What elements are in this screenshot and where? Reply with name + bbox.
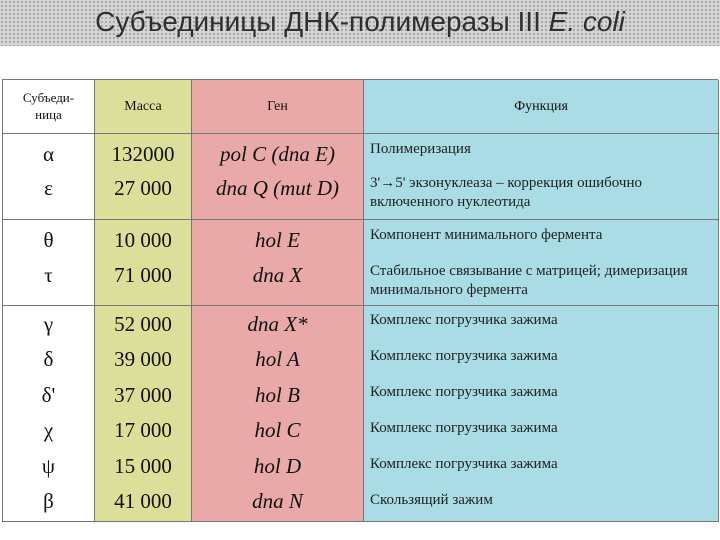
gene-beta: dna N bbox=[252, 489, 303, 513]
subunits-table bbox=[2, 79, 718, 522]
gene-delta-prime: hol B bbox=[255, 383, 300, 407]
function-beta: Скользящий зажим bbox=[370, 492, 493, 508]
header-subunit-line1: Субъеди- bbox=[22, 90, 75, 106]
mass-delta-prime: 37 000 bbox=[114, 383, 172, 407]
group3-masses bbox=[95, 306, 192, 522]
title-bar bbox=[0, 0, 720, 46]
header-subunit-line2: ница bbox=[35, 106, 62, 122]
mass-theta: 10 000 bbox=[114, 228, 172, 252]
gene-alpha: pol C (dna E) bbox=[220, 142, 335, 166]
subunit-alpha: α bbox=[42, 142, 54, 166]
mass-chi: 17 000 bbox=[114, 418, 172, 442]
group1-genes bbox=[192, 134, 364, 220]
subunit-psi: ψ bbox=[41, 454, 56, 478]
title-organism: E. coli bbox=[548, 6, 625, 37]
header-gene: Ген bbox=[192, 80, 364, 134]
subunit-theta: θ bbox=[43, 228, 54, 252]
mass-delta: 39 000 bbox=[114, 347, 172, 371]
subunit-delta-prime: δ' bbox=[41, 383, 56, 407]
subunit-gamma: γ bbox=[43, 312, 54, 336]
function-chi: Комплекс погрузчика зажима bbox=[370, 420, 558, 436]
mass-psi: 15 000 bbox=[114, 454, 172, 478]
gene-tau: dna X bbox=[252, 263, 303, 287]
mass-alpha: 132000 bbox=[111, 142, 175, 166]
group3-genes bbox=[192, 306, 364, 522]
mass-epsilon: 27 000 bbox=[114, 176, 172, 200]
function-alpha: Полимеризация bbox=[370, 141, 471, 157]
gene-theta: hol E bbox=[255, 228, 300, 252]
function-tau: Стабильное связывание с матрицей; димеризация минимального фермента bbox=[370, 263, 688, 298]
gene-epsilon: dna Q (mut D) bbox=[215, 176, 340, 200]
mass-tau: 71 000 bbox=[114, 263, 172, 287]
gene-delta: hol A bbox=[255, 347, 300, 371]
gene-gamma: dna X* bbox=[247, 312, 308, 336]
group2-masses bbox=[95, 220, 192, 306]
gene-chi: hol C bbox=[254, 418, 301, 442]
function-psi: Комплекс погрузчика зажима bbox=[370, 456, 558, 472]
subunit-epsilon: ε bbox=[44, 176, 53, 200]
function-epsilon: 3'→5' экзонуклеаза – коррекция ошибочно включенного нуклеотида bbox=[370, 175, 642, 210]
mass-beta: 41 000 bbox=[114, 489, 172, 513]
header-mass: Масса bbox=[95, 80, 192, 134]
group1-masses bbox=[95, 134, 192, 220]
function-delta-prime: Комплекс погрузчика зажима bbox=[370, 384, 558, 400]
function-theta: Компонент минимального фермента bbox=[370, 227, 603, 243]
group2-functions bbox=[364, 220, 719, 306]
header-subunit bbox=[3, 80, 95, 134]
function-delta: Комплекс погрузчика зажима bbox=[370, 348, 558, 364]
gene-psi: hol D bbox=[253, 454, 302, 478]
group3-functions bbox=[364, 306, 719, 522]
title-main: Субъединицы ДНК-полимеразы III bbox=[95, 6, 541, 37]
mass-gamma: 52 000 bbox=[114, 312, 172, 336]
group1-functions bbox=[364, 134, 719, 220]
subunit-chi: χ bbox=[43, 418, 54, 442]
subunit-tau: τ bbox=[44, 263, 53, 287]
group2-genes bbox=[192, 220, 364, 306]
header-function: Функция bbox=[364, 80, 719, 134]
subunit-delta: δ bbox=[43, 347, 54, 371]
group3-subunits bbox=[3, 306, 95, 522]
function-gamma: Комплекс погрузчика зажима bbox=[370, 312, 558, 328]
group2-subunits bbox=[3, 220, 95, 306]
slide-title bbox=[0, 6, 720, 38]
group1-subunits bbox=[3, 134, 95, 220]
subunit-beta: β bbox=[43, 489, 54, 513]
